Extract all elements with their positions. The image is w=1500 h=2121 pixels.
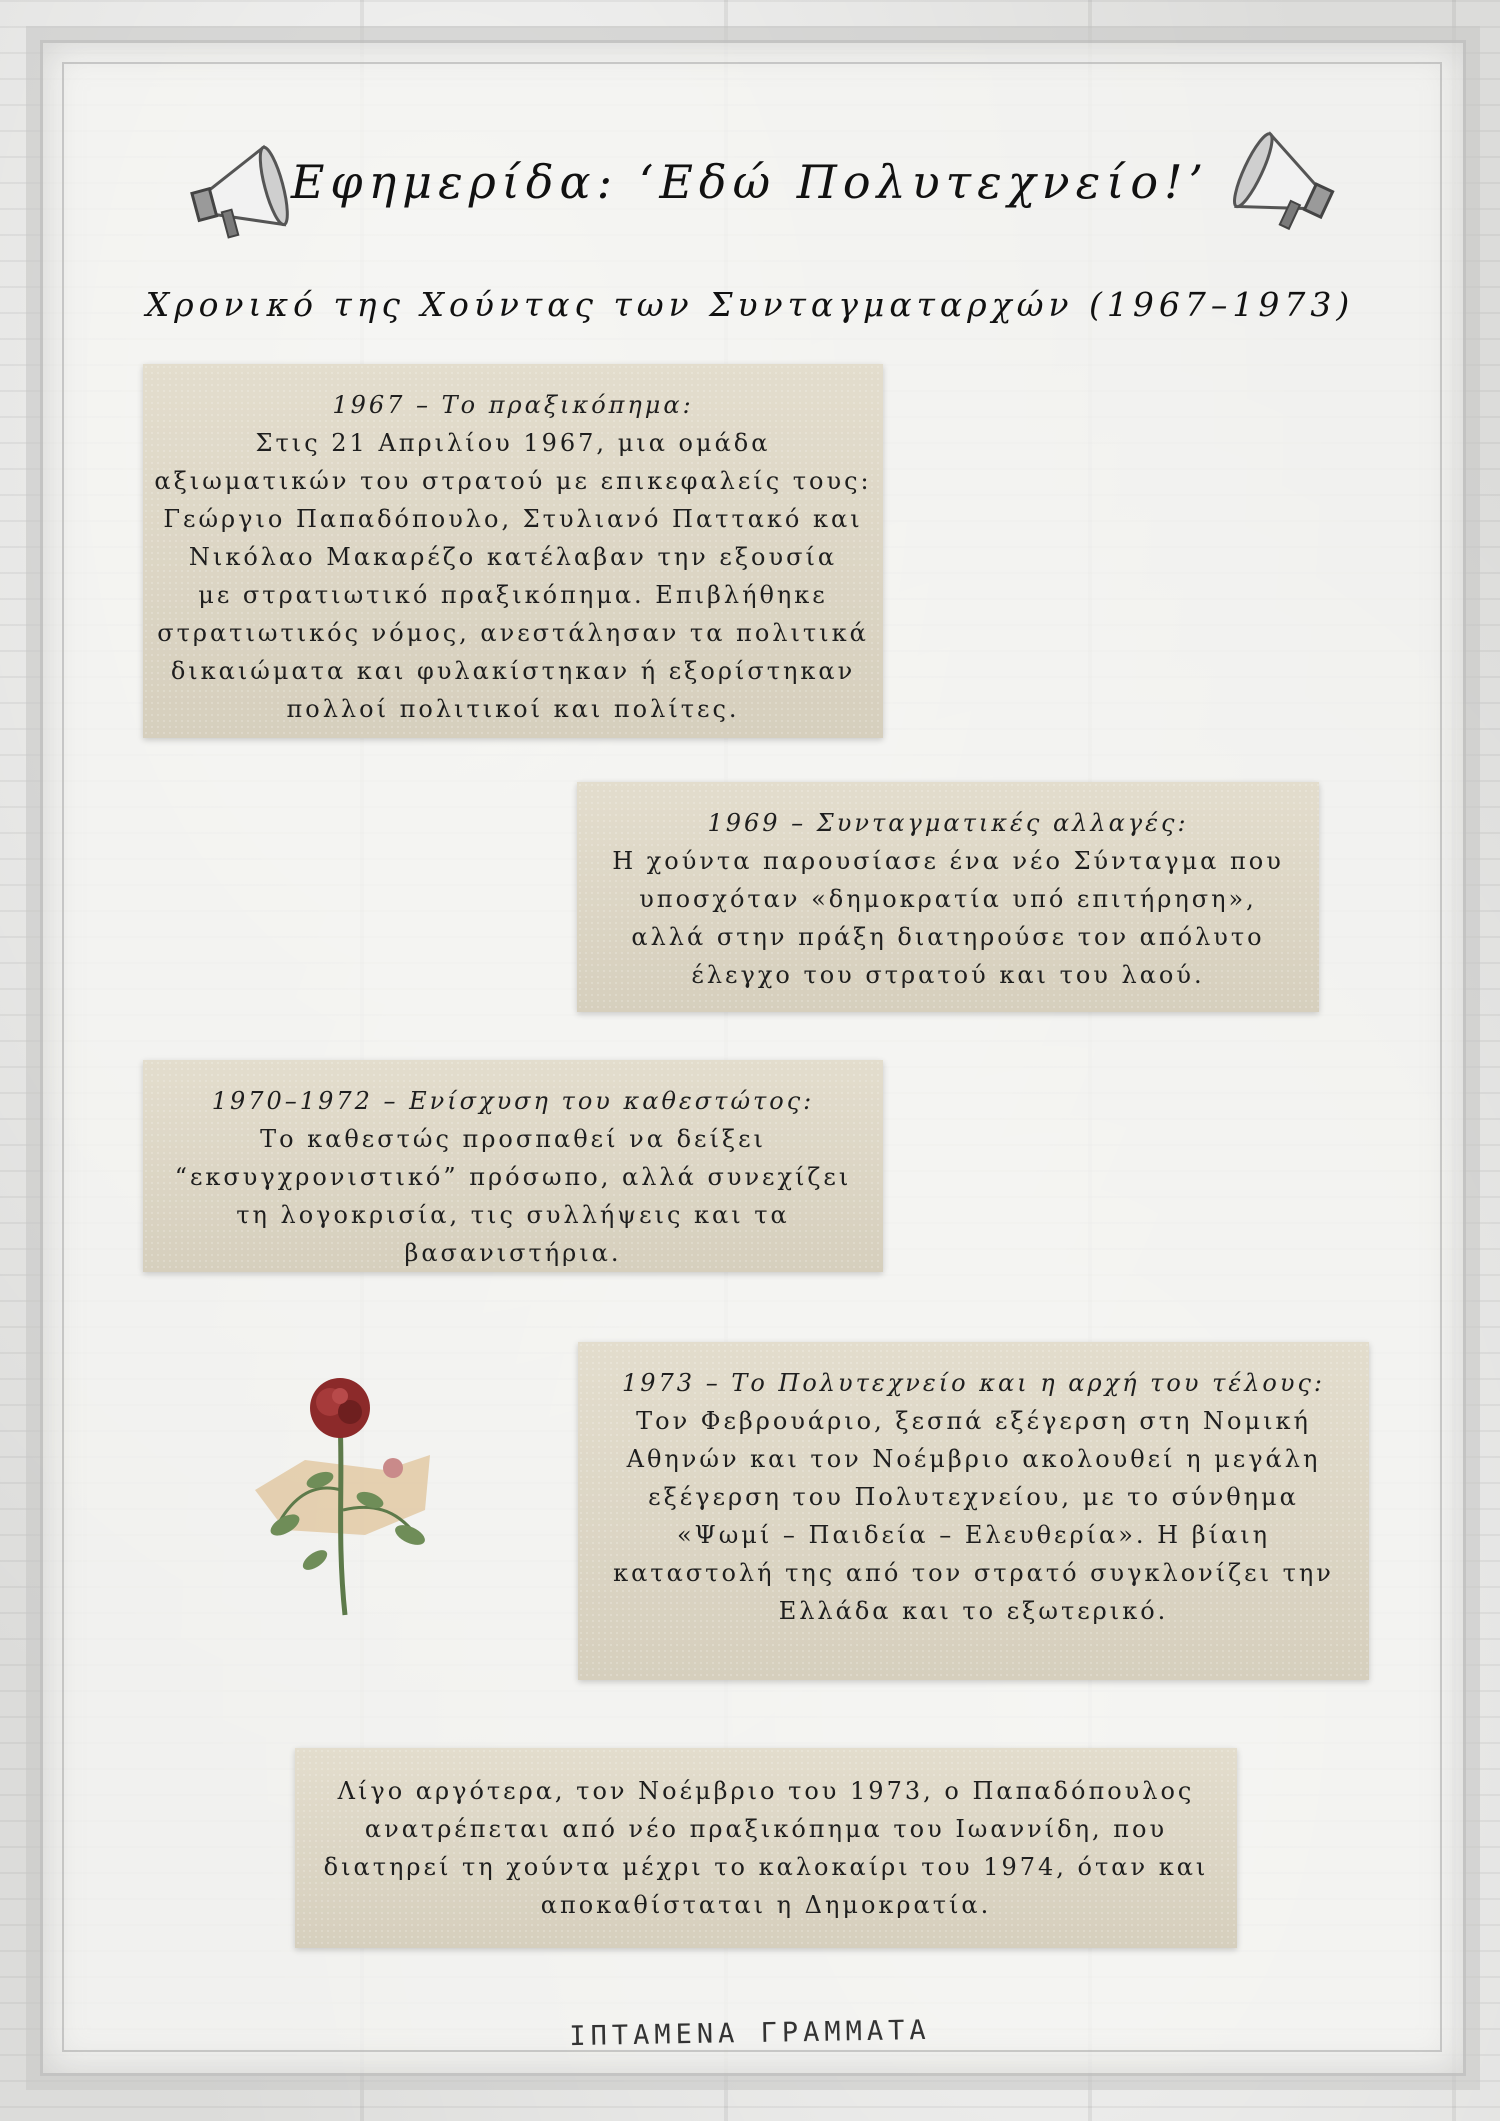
card-line: δικαιώματα και φυλακίστηκαν ή εξορίστηκαν xyxy=(170,657,856,685)
card-line: με στρατιωτικό πραξικόπημα. Επιβλήθηκε xyxy=(198,581,828,609)
card-line: Αθηνών και τον Νοέμβριο ακολουθεί η μεγάλη xyxy=(626,1445,1321,1473)
rose-illustration xyxy=(245,1360,445,1620)
page-title: Εφημερίδα: ‘Εδώ Πολυτεχνείο!’ xyxy=(290,155,1210,209)
epilogue-card xyxy=(295,1748,1237,1948)
card-line: Λίγο αργότερα, τον Νοέμβριο του 1973, ο Παπαδόπουλος xyxy=(337,1777,1195,1805)
footer-signature: ΙΠΤΑΜΕΝΑ ΓΡΑΜΜΑΤΑ xyxy=(569,2014,931,2053)
card-line: «Ψωμί – Παιδεία – Ελευθερία». Η βίαιη xyxy=(676,1521,1270,1549)
card-line: Γεώργιο Παπαδόπουλο, Στυλιανό Παττακό και xyxy=(163,505,863,533)
card-heading: 1973 – Το Πολυτεχνείο και η αρχή του τέλους: xyxy=(622,1369,1325,1397)
timeline-card-1970-1972 xyxy=(143,1060,883,1272)
card-heading: 1970–1972 – Ενίσχυση του καθεστώτος: xyxy=(211,1087,815,1115)
card-heading: 1967 – Το πραξικόπημα: xyxy=(332,391,694,419)
card-line: Τον Φεβρουάριο, ξεσπά εξέγερση στη Νομική xyxy=(636,1407,1311,1435)
card-line: υποσχόταν «δημοκρατία υπό επιτήρηση», xyxy=(639,885,1257,913)
card-line: πολλοί πολιτικοί και πολίτες. xyxy=(286,695,740,723)
card-line: στρατιωτικός νόμος, ανεστάλησαν τα πολιτικά xyxy=(157,619,869,647)
page-subtitle: Χρονικό της Χούντας των Συνταγματαρχών (1967–1973) xyxy=(145,285,1355,324)
card-line: “εκσυγχρονιστικό” πρόσωπο, αλλά συνεχίζει xyxy=(174,1163,852,1191)
timeline-card-1969 xyxy=(577,782,1319,1012)
card-line: διατηρεί τη χούντα μέχρι το καλοκαίρι του 1974, όταν και xyxy=(323,1853,1209,1881)
card-line: Ελλάδα και το εξωτερικό. xyxy=(778,1597,1169,1625)
card-line: τη λογοκρισία, τις συλλήψεις και τα xyxy=(236,1201,790,1229)
card-line: βασανιστήρια. xyxy=(404,1239,622,1267)
card-line: αλλά στην πράξη διατηρούσε τον απόλυτο xyxy=(631,923,1265,951)
card-line: Το καθεστώς προσπαθεί να δείξει xyxy=(260,1125,766,1153)
timeline-card-1967 xyxy=(143,364,883,738)
card-line: αξιωματικών του στρατού με επικεφαλείς τους: xyxy=(154,467,872,495)
card-line: καταστολή της από τον στρατό συγκλονίζει την xyxy=(613,1559,1334,1587)
card-line: Η χούντα παρουσίασε ένα νέο Σύνταγμα που xyxy=(612,847,1284,875)
card-line: ανατρέπεται από νέο πραξικόπημα του Ιωαννίδη, που xyxy=(364,1815,1168,1843)
card-line: αποκαθίσταται η Δημοκρατία. xyxy=(540,1891,992,1919)
timeline-card-1973 xyxy=(578,1342,1369,1680)
card-heading: 1969 – Συνταγματικές αλλαγές: xyxy=(707,809,1189,837)
card-line: έλεγχο του στρατού και του λαού. xyxy=(691,961,1205,989)
card-line: Νικόλαο Μακαρέζο κατέλαβαν την εξουσία xyxy=(188,543,838,571)
card-line: εξέγερση του Πολυτεχνείου, με το σύνθημα xyxy=(648,1483,1299,1511)
card-line: Στις 21 Απριλίου 1967, μια ομάδα xyxy=(255,429,771,457)
